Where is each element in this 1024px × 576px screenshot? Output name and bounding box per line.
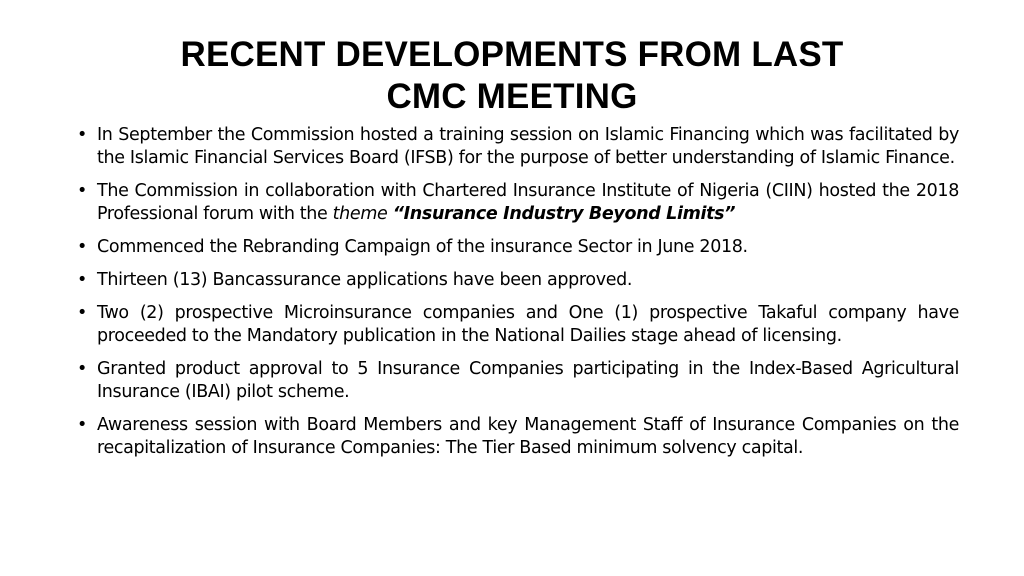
bullet-item [77, 269, 959, 292]
slide-title-line-1: RECENT DEVELOPMENTS FROM LAST [180, 35, 844, 74]
bullet-text: Commenced the Rebranding Campaign of the insurance Sector in June 2018. [97, 237, 748, 257]
bullet-text: Awareness session with Board Members and key Management Staff of Insurance Companies on the recapitalization of Insurance Companies: The Tier Based minimum solvency capital. [97, 415, 959, 458]
slide-title-line-2: CMC MEETING [386, 77, 638, 116]
bullet-text: In September the Commission hosted a training session on Islamic Financing which was facilitated by the Islamic Financial Services Board (IFSB) for the purpose of better understanding of Islamic Finance. [97, 125, 959, 168]
bullet-icon: • [77, 270, 87, 290]
bullet-list [77, 124, 959, 470]
bullet-text: Granted product approval to 5 Insurance Companies participating in the Index-Based Agricultural Insurance (IBAI) pilot scheme. [97, 359, 959, 402]
bullet-text: Thirteen (13) Bancassurance applications have been approved. [97, 270, 633, 290]
bullet-item [77, 358, 959, 404]
bullet-icon: • [77, 237, 87, 257]
bullet-item [77, 180, 959, 226]
bullet-icon: • [77, 415, 87, 435]
bullet-icon: • [77, 125, 87, 145]
bullet-item [77, 414, 959, 460]
bullet-theme-word: theme [332, 204, 388, 224]
slide-title [60, 34, 964, 118]
bullet-icon: • [77, 359, 87, 379]
bullet-item [77, 124, 959, 170]
bullet-item [77, 302, 959, 348]
bullet-icon: • [77, 181, 87, 201]
bullet-icon: • [77, 303, 87, 323]
bullet-text: Two (2) prospective Microinsurance companies and One (1) prospective Takaful company have proceeded to the Mandatory publication in the National Dailies stage ahead of licensing. [97, 303, 959, 346]
bullet-theme-title: “Insurance Industry Beyond Limits” [392, 204, 736, 224]
bullet-item [77, 236, 959, 259]
bullet-text: The Commission in collaboration with Chartered Insurance Institute of Nigeria (CIIN) hosted the 2018 Professional forum with the [97, 181, 959, 224]
